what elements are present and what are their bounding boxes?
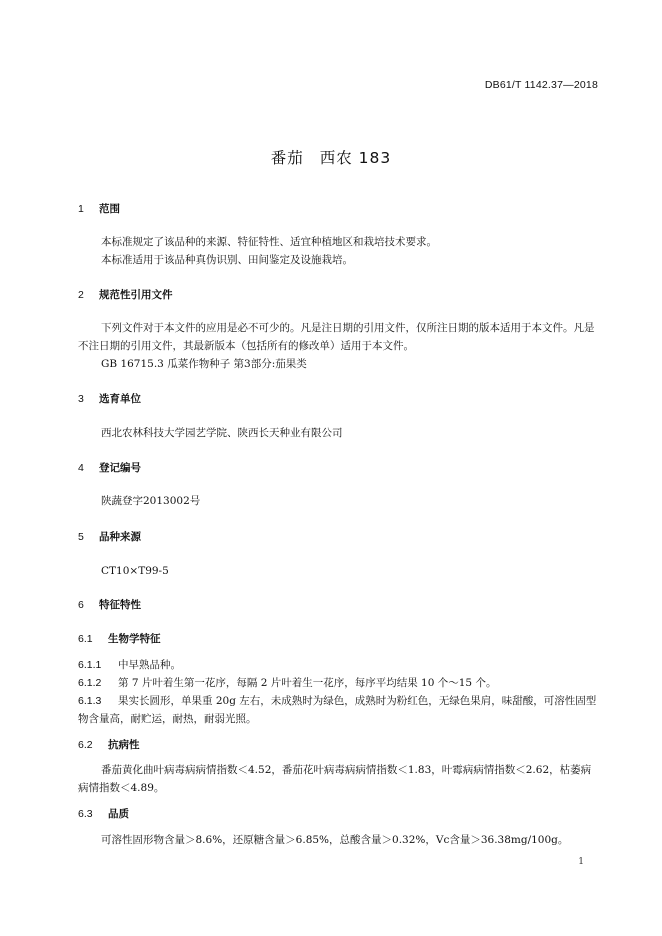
- section-2-para-1: 下列文件对于本文件的应用是必不可少的。凡是注日期的引用文件，仅所注日期的版本适用于本文件。凡是不注日期的引用文件，其最新版本（包括所有的修改单）适用于本文件。: [78, 322, 595, 352]
- section-4-para: 陕蔬登字2013002号: [101, 495, 201, 507]
- section-3-heading: 3 选育单位: [78, 393, 141, 405]
- list-item-6-1-3: 6.1.3 果实长圆形，单果重 20g 左右，未成熟时为绿色，成熟时为粉红色，无绿色果肩，味甜酸，可溶性固型物含量高，耐贮运，耐热，耐弱光照。: [78, 695, 597, 725]
- section-2-heading: 2 规范性引用文件: [78, 289, 173, 301]
- section-1-para-1: 本标准规定了该品种的来源、特征特性、适宜种植地区和栽培技术要求。: [101, 236, 437, 248]
- section-6-heading: 6 特征特性: [78, 599, 141, 611]
- section-1-heading: 1 范围: [78, 203, 120, 215]
- section-6-3-heading: 6.3 品质: [78, 808, 129, 820]
- standard-number: DB61/T 1142.37—2018: [484, 79, 598, 91]
- section-5-para: CT10×T99-5: [101, 565, 169, 577]
- section-3-para: 西北农林科技大学园艺学院、陕西长天种业有限公司: [101, 427, 343, 439]
- title-variety: 西农 183: [319, 149, 392, 167]
- section-4-heading: 4 登记编号: [78, 462, 141, 474]
- section-1-para-2: 本标准适用于该品种真伪识别、田间鉴定及设施栽培。: [101, 254, 353, 266]
- section-6-1-heading: 6.1 生物学特征: [78, 633, 161, 645]
- document-title: [0, 146, 662, 168]
- list-item-6-1-1: 6.1.1 中早熟品种。: [78, 659, 181, 671]
- section-6-2-para: 番茄黄化曲叶病毒病病情指数＜4.52，番茄花叶病毒病病情指数＜1.83，叶霉病病情指数＜2.62，枯萎病病情指数＜4.89。: [78, 764, 592, 794]
- page-number: 1: [578, 857, 584, 867]
- section-6-3-para: 可溶性固形物含量＞8.6%，还原糖含量＞6.85%，总酸含量＞0.32%，Vc含量＞36.38mg/100g。: [101, 834, 569, 846]
- list-item-6-1-2: 6.1.2 第 7 片叶着生第一花序，每隔 2 片叶着生一花序，每序平均结果 10 个～15 个。: [78, 677, 497, 689]
- section-6-2-heading: 6.2 抗病性: [78, 739, 140, 751]
- section-5-heading: 5 品种来源: [78, 531, 141, 543]
- title-main: 番茄: [270, 149, 304, 167]
- section-2-reference: GB 16715.3 瓜菜作物种子 第3部分:茄果类: [101, 358, 307, 370]
